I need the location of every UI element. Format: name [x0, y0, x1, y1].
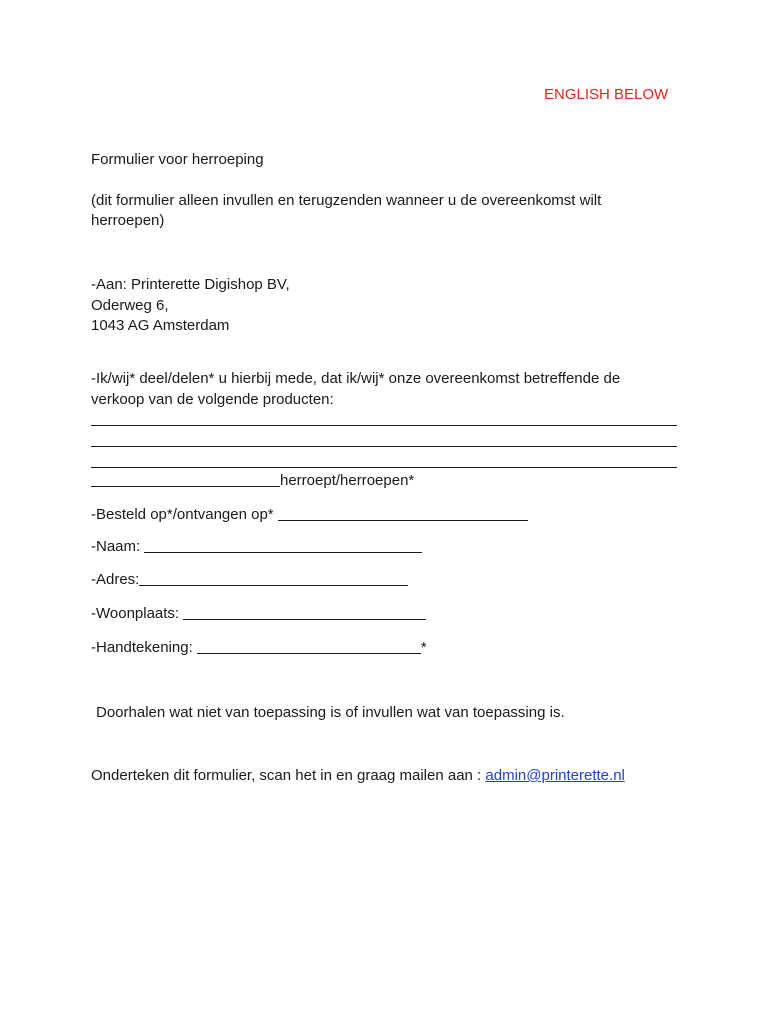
instruction-line-2: herroepen)	[91, 212, 165, 229]
name-blank[interactable]	[144, 538, 422, 553]
revoked-label: herroept/herroepen*	[280, 472, 415, 489]
revoked-line	[91, 471, 414, 491]
statement-line-1: -Ik/wij* deel/delen* u hierbij mede, dat ik/wij* onze overeenkomst betreffende de	[91, 370, 621, 387]
revoked-blank[interactable]	[91, 472, 280, 487]
recipient-name: -Aan: Printerette Digishop BV,	[91, 276, 290, 293]
form-title: Formulier voor herroeping	[91, 151, 264, 168]
city-label: -Woonplaats:	[91, 605, 180, 622]
email-link[interactable]: admin@printerette.nl	[485, 767, 625, 784]
signature-label: -Handtekening:	[91, 639, 193, 656]
product-blank-line-1[interactable]	[91, 425, 677, 426]
address-blank[interactable]	[139, 571, 408, 586]
city-blank[interactable]	[183, 605, 426, 620]
address-label: -Adres:	[91, 571, 140, 588]
ordered-received-label: -Besteld op*/ontvangen op*	[91, 506, 274, 523]
product-blank-line-3[interactable]	[91, 467, 677, 468]
ordered-received-blank[interactable]	[278, 506, 528, 521]
recipient-street: Oderweg 6,	[91, 297, 169, 314]
recipient-city: 1043 AG Amsterdam	[91, 317, 230, 334]
statement-line-2: verkoop van de volgende producten:	[91, 391, 334, 408]
signature-blank[interactable]	[197, 639, 421, 654]
product-blank-line-2[interactable]	[91, 446, 677, 447]
name-field	[91, 537, 422, 557]
instruction-line-1: (dit formulier alleen invullen en terugzenden wanneer u de overeenkomst wilt	[91, 192, 602, 209]
name-label: -Naam:	[91, 538, 141, 555]
ordered-received-field	[91, 505, 528, 525]
address-field	[91, 570, 408, 590]
strike-note: Doorhalen wat niet van toepassing is of invullen wat van toepassing is.	[96, 704, 565, 721]
english-below-note: ENGLISH BELOW	[544, 86, 669, 103]
signature-asterisk: *	[420, 639, 427, 656]
city-field	[91, 604, 426, 624]
signature-field	[91, 638, 427, 658]
sign-instruction-line	[91, 766, 625, 786]
sign-instruction-text: Onderteken dit formulier, scan het in en graag mailen aan :	[91, 767, 482, 784]
